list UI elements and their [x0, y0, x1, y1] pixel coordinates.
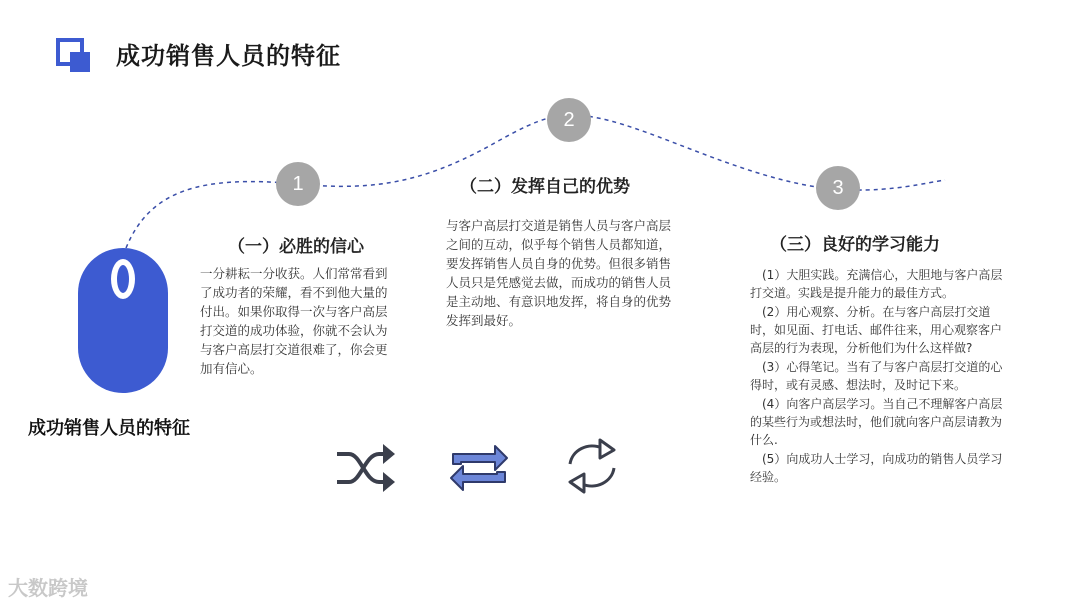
learning-item-4: (4）向客户高层学习。当自己不理解客户高层的某些行为或想法时，他们就向客户高层请教为什么. [750, 397, 1003, 447]
mouse-icon [76, 246, 172, 396]
refresh-icon [560, 434, 624, 498]
step-2-text: 与客户高层打交道是销售人员与客户高层之间的互动，似乎每个销售人员都知道，要发挥销售人员自身的优势。但很多销售人员只是凭感觉去做，而成功的销售人员是主动地、有意识地发挥，将自身的优势发挥到最好。 [446, 218, 672, 328]
learning-item-5: (5）向成功人士学习，向成功的销售人员学习经验。 [750, 452, 1003, 484]
learning-item-3: (3）心得笔记。当有了与客户高层打交道的心得时，或有灵感、想法时，及时记下来。 [750, 360, 1003, 392]
step-1-text: 一分耕耘一分收获。人们常常看到了成功者的荣耀，看不到他大量的付出。如果你取得一次与客户高层打交道的成功体验，你就不会认为与客户高层打交道很难了，你会更加有信心。 [200, 266, 388, 376]
mouse-caption: 成功销售人员的特征 [28, 418, 190, 439]
step-1-title: （一）必胜的信心 [228, 237, 364, 257]
step-2-title: （二）发挥自己的优势 [460, 177, 630, 197]
page-title: 成功销售人员的特征 [116, 42, 341, 70]
repeat-icon [447, 436, 511, 500]
step-1-node: 1 [276, 162, 320, 206]
step-3-title: （三）良好的学习能力 [770, 235, 940, 255]
watermark: 大数跨境 [8, 576, 88, 600]
step-2-node: 2 [547, 98, 591, 142]
step-3-node: 3 [816, 166, 860, 210]
learning-item-2: (2）用心观察、分析。在与客户高层打交道时，如见面、打电话、邮件往来，用心观察客户高层的行为表现，分析他们为什么这样做? [750, 305, 1003, 355]
shuffle-icon [333, 436, 397, 500]
learning-item-1: (1）大胆实践。充满信心，大胆地与客户高层打交道。实践是提升能力的最佳方式。 [750, 268, 1003, 300]
step-3-list [750, 266, 1012, 487]
